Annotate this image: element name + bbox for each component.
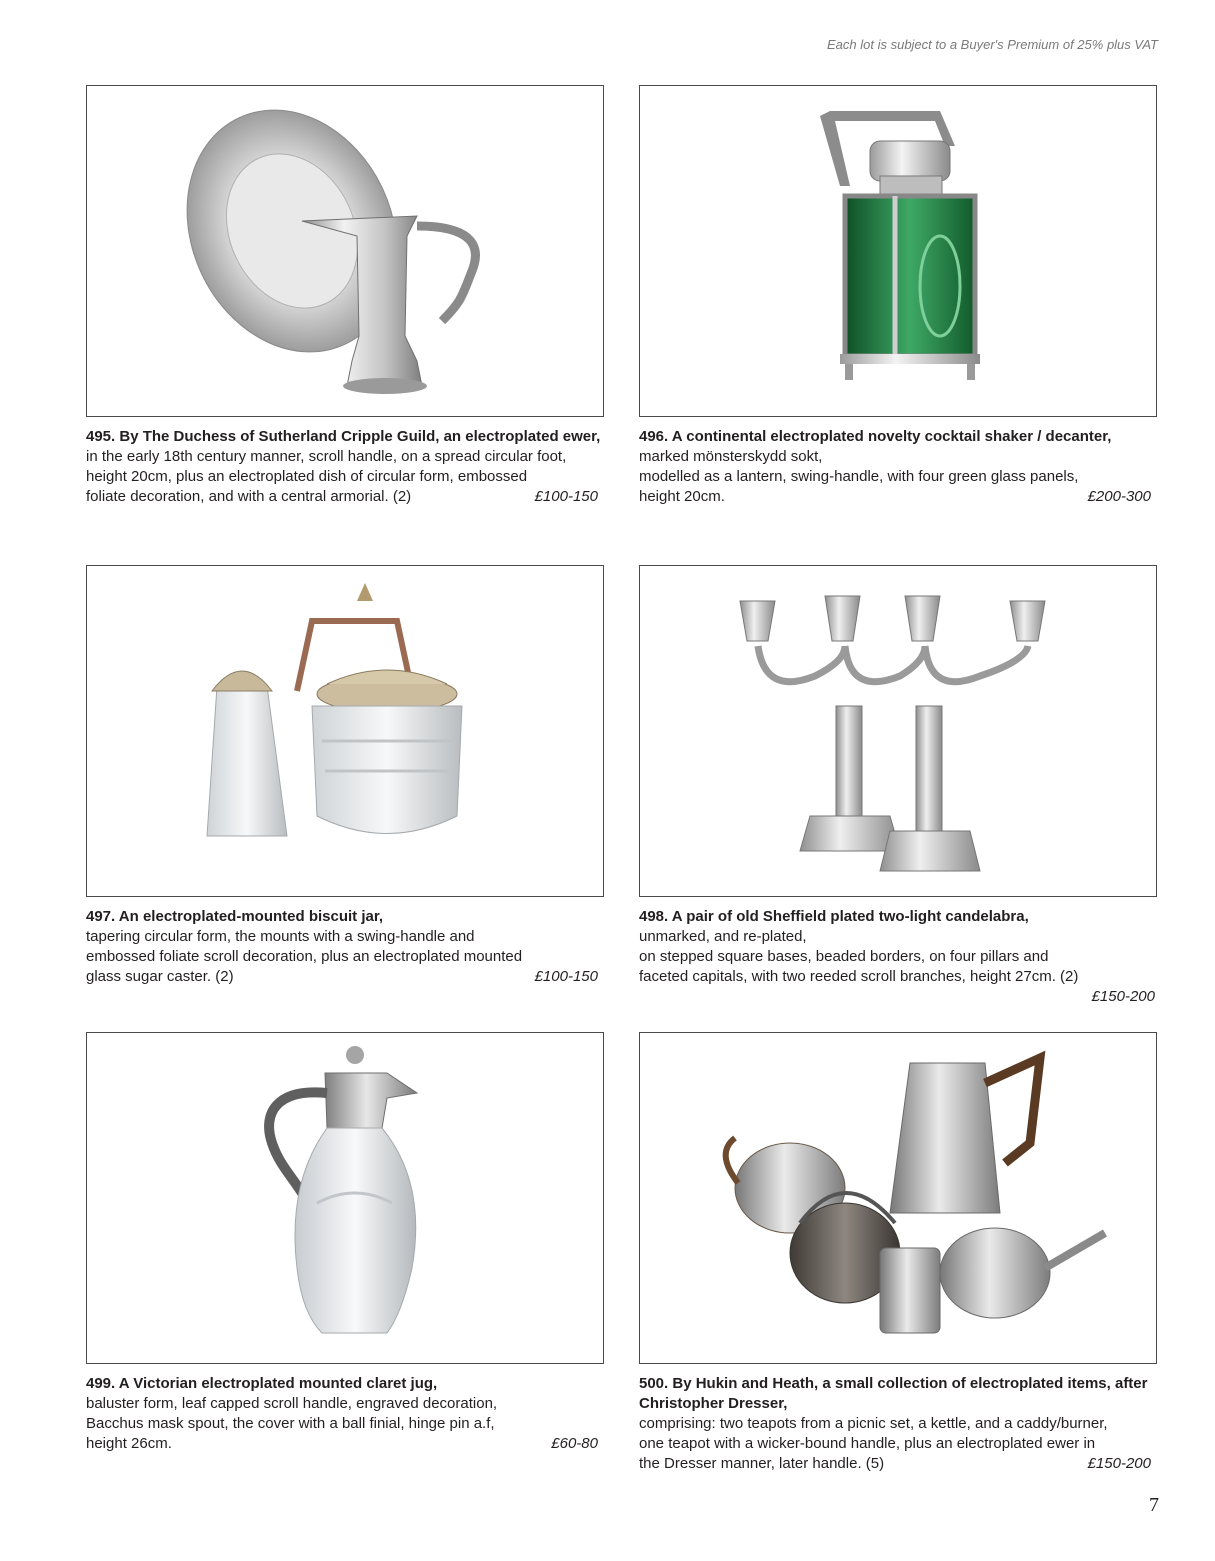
lot-496 bbox=[639, 85, 1159, 507]
lot-498-photo bbox=[639, 565, 1157, 897]
lantern-shaker-photo bbox=[640, 86, 1156, 416]
ewer-and-dish-photo bbox=[87, 86, 603, 416]
lot-497-line-2: embossed foliate scroll decoration, plus an electroplated mounted bbox=[86, 948, 523, 965]
lot-499-estimate: £60-80 bbox=[551, 1435, 598, 1452]
lot-495-photo bbox=[86, 85, 604, 417]
lot-499-title: 499. A Victorian electroplated mounted claret jug, bbox=[86, 1375, 438, 1392]
lot-498-title: 498. A pair of old Sheffield plated two-light candelabra, bbox=[639, 908, 1029, 925]
lot-500-photo bbox=[639, 1032, 1157, 1364]
lot-499-photo bbox=[86, 1032, 604, 1364]
teapots-collection-photo bbox=[640, 1033, 1156, 1363]
lot-498-estimate: £150-200 bbox=[1091, 988, 1155, 1005]
lot-495 bbox=[86, 85, 606, 507]
page-number: 7 bbox=[1149, 1494, 1159, 1516]
lot-495-line-2: height 20cm, plus an electroplated dish of circular form, embossed bbox=[86, 468, 528, 485]
biscuit-jar-photo bbox=[87, 566, 603, 896]
lot-500-line-3: the Dresser manner, later handle. (5) bbox=[639, 1455, 885, 1472]
lot-500 bbox=[639, 1032, 1159, 1474]
lot-497-estimate: £100-150 bbox=[534, 968, 598, 985]
lot-500-line-2: one teapot with a wicker-bound handle, plus an electroplated ewer in bbox=[639, 1435, 1096, 1452]
lot-497-line-1: tapering circular form, the mounts with a swing-handle and bbox=[86, 928, 475, 945]
lot-496-estimate: £200-300 bbox=[1087, 488, 1151, 505]
lot-497 bbox=[86, 565, 606, 987]
lot-498-line-3: faceted capitals, with two reeded scroll branches, height 27cm. (2) bbox=[639, 968, 1079, 985]
lot-499-line-2: Bacchus mask spout, the cover with a ball finial, hinge pin a.f, bbox=[86, 1415, 495, 1432]
claret-jug-photo bbox=[87, 1033, 603, 1363]
lot-496-line-2: modelled as a lantern, swing-handle, with four green glass panels, bbox=[639, 468, 1079, 485]
lot-495-line-3: foliate decoration, and with a central armorial. (2) bbox=[86, 488, 412, 505]
lot-500-title: 500. By Hukin and Heath, a small collection of electroplated items, after Christopher Dresser, bbox=[639, 1375, 1148, 1412]
lot-495-title: 495. By The Duchess of Sutherland Cripple Guild, an electroplated ewer, bbox=[86, 428, 601, 445]
lot-496-title: 496. A continental electroplated novelty cocktail shaker / decanter, bbox=[639, 428, 1112, 445]
lot-500-line-1: comprising: two teapots from a picnic set, a kettle, and a caddy/burner, bbox=[639, 1415, 1108, 1432]
lot-500-estimate: £150-200 bbox=[1087, 1455, 1151, 1472]
lot-497-photo bbox=[86, 565, 604, 897]
lot-495-estimate: £100-150 bbox=[534, 488, 598, 505]
lot-498-line-2: on stepped square bases, beaded borders, on four pillars and bbox=[639, 948, 1049, 965]
lot-498 bbox=[639, 565, 1159, 1007]
lot-499 bbox=[86, 1032, 606, 1454]
candelabra-photo bbox=[640, 566, 1156, 896]
lot-496-photo bbox=[639, 85, 1157, 417]
lot-496-line-1: marked mönsterskydd sokt, bbox=[639, 448, 823, 465]
lot-498-line-1: unmarked, and re-plated, bbox=[639, 928, 807, 945]
lot-497-title: 497. An electroplated-mounted biscuit jar, bbox=[86, 908, 384, 925]
lot-499-line-3: height 26cm. bbox=[86, 1435, 172, 1452]
lot-496-line-3: height 20cm. bbox=[639, 488, 725, 505]
buyers-premium-note: Each lot is subject to a Buyer's Premium of 25% plus VAT bbox=[827, 37, 1158, 52]
lot-497-line-3: glass sugar caster. (2) bbox=[86, 968, 234, 985]
lot-495-line-1: in the early 18th century manner, scroll handle, on a spread circular foot, bbox=[86, 448, 567, 465]
lot-499-line-1: baluster form, leaf capped scroll handle, engraved decoration, bbox=[86, 1395, 498, 1412]
